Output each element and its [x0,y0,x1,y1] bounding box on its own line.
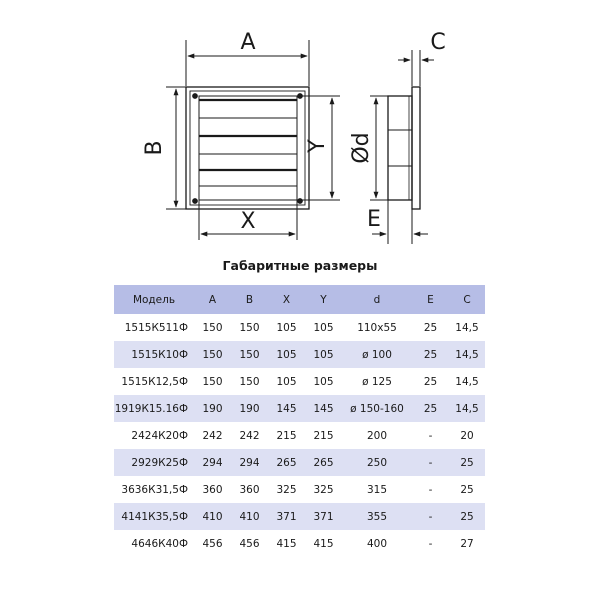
cell-y: 265 [305,449,342,476]
cell-d: 315 [366,483,388,496]
cell-b: 150 [239,375,260,388]
cell-b: 242 [239,429,260,442]
table-row [114,530,485,557]
header-e: E [412,285,449,314]
table-row [114,503,485,530]
cell-c: 25 [460,483,474,496]
label-d: Ød [349,132,374,164]
cell-model: 2929К25Ф [114,449,194,476]
cell-y: 371 [305,503,342,530]
label-y: Y [305,139,330,153]
cell-c: 25 [449,503,485,530]
table-row [114,368,485,395]
cell-e: 25 [423,321,438,334]
cell-y: 105 [313,375,334,388]
cell-x: 325 [276,483,297,496]
cell-a: 360 [202,483,223,496]
cell-b: 150 [239,321,260,334]
cell-d: 400 [366,537,388,550]
side-view [388,87,420,209]
cell-x: 415 [276,537,297,550]
cell-model: 1919К15.16Ф [114,395,194,422]
label-e: E [367,207,381,232]
label-c: C [430,30,446,55]
header-model: Модель [114,285,194,314]
table-row [114,341,485,368]
cell-model: 3636К31,5Ф [121,483,188,496]
cell-model: 1515К12,5Ф [121,375,188,388]
cell-b: 150 [231,341,268,368]
table-header-row [114,285,485,314]
cell-x: 105 [276,375,297,388]
cell-y: 325 [313,483,334,496]
cell-b: 190 [231,395,268,422]
cell-d: 250 [342,449,412,476]
cell-b: 360 [239,483,260,496]
cell-model: 1515К10Ф [114,341,194,368]
dimension-b [166,87,186,209]
cell-d: ø 100 [342,341,412,368]
cell-e: - [412,449,449,476]
table-row [114,449,485,476]
cell-c: 20 [460,429,474,442]
table-row [114,476,485,503]
cell-model: 1515К511Ф [124,321,188,334]
header-d: d [342,285,412,314]
label-b: B [142,140,167,156]
front-view [186,87,309,209]
label-a: A [240,30,256,55]
cell-d: ø 150-160 [342,395,412,422]
cell-e: - [428,429,433,442]
cell-y: 215 [313,429,334,442]
cell-x: 371 [268,503,305,530]
dimensions-table [114,285,485,557]
header-b: B [231,285,268,314]
cell-b: 294 [231,449,268,476]
table-row [114,314,485,341]
cell-y: 105 [313,321,334,334]
header-c: C [449,285,485,314]
cell-c: 25 [449,449,485,476]
cell-a: 150 [202,375,223,388]
cell-c: 14,5 [455,375,479,388]
cell-e: 25 [412,341,449,368]
cell-e: - [412,503,449,530]
technical-drawing [0,0,600,255]
cell-x: 265 [268,449,305,476]
cell-x: 215 [276,429,297,442]
cell-y: 415 [313,537,334,550]
cell-a: 410 [194,503,231,530]
table-row [114,422,485,449]
cell-c: 14,5 [455,321,479,334]
cell-a: 150 [194,341,231,368]
cell-d: 355 [342,503,412,530]
cell-model: 4141К35,5Ф [114,503,194,530]
header-x: X [268,285,305,314]
cell-e: 25 [423,375,438,388]
cell-y: 145 [305,395,342,422]
header-y: Y [305,285,342,314]
cell-c: 14,5 [449,341,485,368]
header-a: A [194,285,231,314]
cell-c: 27 [460,537,474,550]
label-x: X [240,209,256,234]
cell-a: 190 [194,395,231,422]
cell-a: 242 [202,429,223,442]
table-row [114,395,485,422]
cell-model: 4646К40Ф [131,537,188,550]
cell-a: 150 [202,321,223,334]
cell-e: - [428,537,433,550]
cell-c: 14,5 [449,395,485,422]
cell-x: 145 [268,395,305,422]
cell-e: 25 [412,395,449,422]
cell-b: 410 [231,503,268,530]
cell-x: 105 [276,321,297,334]
cell-model: 2424К20Ф [131,429,188,442]
table-title: Габаритные размеры [222,258,378,273]
cell-x: 105 [268,341,305,368]
cell-a: 456 [202,537,223,550]
cell-b: 456 [239,537,260,550]
cell-d: ø 125 [362,375,392,388]
cell-a: 294 [194,449,231,476]
cell-d: 110х55 [357,321,397,334]
cell-d: 200 [366,429,388,442]
cell-y: 105 [305,341,342,368]
dimension-c [398,50,434,86]
cell-e: - [428,483,433,496]
